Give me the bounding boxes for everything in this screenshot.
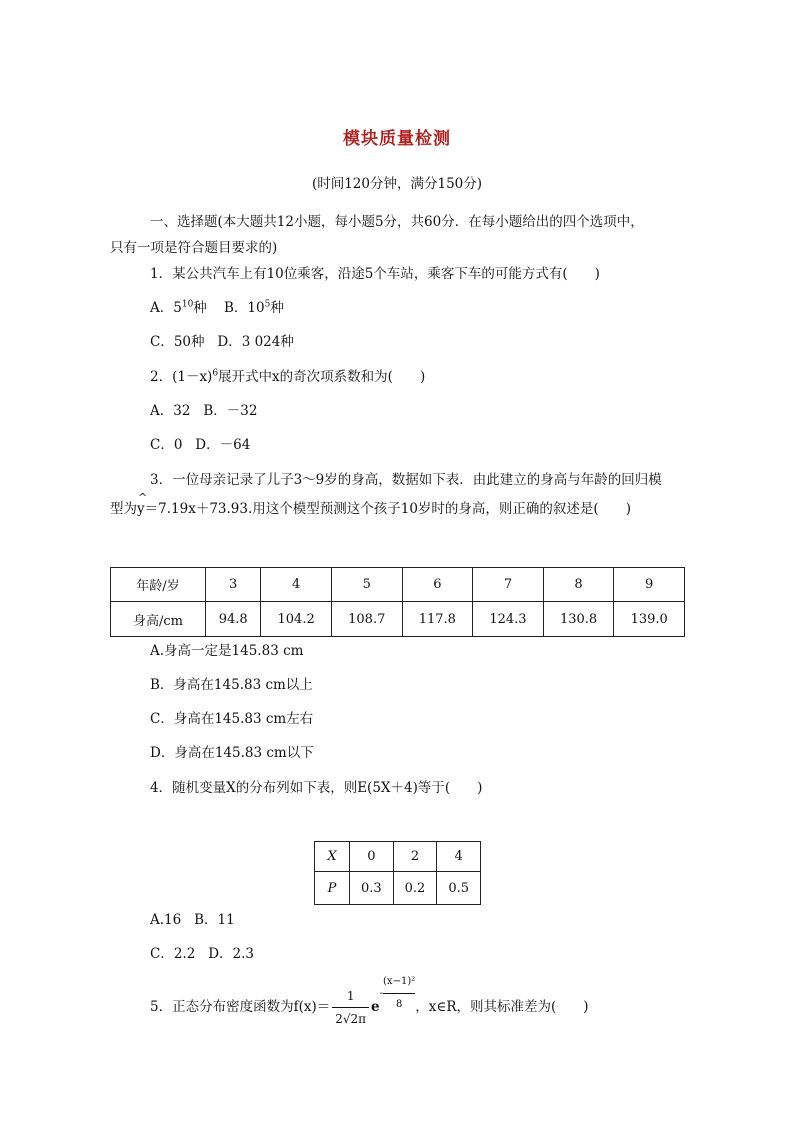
q4-option-d: D．2.3 [208, 946, 254, 962]
question-3-line2: 型为 ^ y＝7.19x＋73.93.用这个模型预测这个孩子10岁时的身高，则正确的叙述是( ) [110, 491, 631, 517]
question-4-options-ab [150, 908, 730, 928]
table-cell: 124.3 [473, 602, 544, 637]
table-cell: 4 [437, 842, 481, 872]
table-cell: 0 [350, 842, 394, 872]
table-header-height: 身高/cm [111, 602, 206, 637]
question-4-options-cd [150, 942, 730, 962]
table-header-p: P [315, 872, 350, 905]
table-cell: 104.2 [261, 602, 332, 637]
table-cell: 3 [206, 568, 261, 602]
age-height-table [110, 567, 685, 637]
q2-option-d: D．－64 [195, 437, 251, 453]
table-cell: 94.8 [206, 602, 261, 637]
q2-option-a: A．32 [150, 403, 191, 419]
q1-option-c: C．50种 [150, 334, 205, 350]
section-heading: 一、选择题(本大题共12小题，每小题5分，共60分．在每小题给出的四个选项中， 只有一项是符合题目要求的) [110, 214, 644, 256]
table-cell: 117.8 [402, 602, 473, 637]
table-cell: 2 [393, 842, 437, 872]
table-header-age: 年龄/岁 [111, 568, 206, 602]
q3-option-b: B．身高在145.83 cm以上 [150, 677, 313, 693]
question-2-options-cd [110, 433, 730, 453]
q1-option-a: A．$5^{10}$种 [150, 299, 207, 316]
q4-option-b: B．11 [194, 912, 235, 928]
question-1-options-cd [110, 330, 730, 350]
table-cell: 6 [402, 568, 473, 602]
table-cell: 108.7 [331, 602, 402, 637]
question-5-stem: 5．正态分布密度函数为f(x)＝ $\frac{1}{2√2\pi}$ e- $\frac{\text{(x−1)²}}{8}$ ，x∈R，则其标准差为( ) [110, 985, 730, 1030]
table-cell: 0.3 [350, 872, 394, 905]
table-cell: 5 [331, 568, 402, 602]
table-cell: 9 [614, 568, 685, 602]
q1-option-b: B．$10^5$种 [223, 299, 284, 316]
table-cell: 139.0 [614, 602, 685, 637]
q4-option-a: A.16 [150, 912, 182, 928]
table-header-x: X [315, 842, 350, 872]
distribution-table [314, 841, 481, 905]
page-title: 模块质量检测 [343, 129, 451, 149]
q3-option-a: A.身高一定是145.83 cm [150, 643, 304, 659]
question-2-options-ab [110, 399, 730, 419]
q1-option-d: D．3 024种 [217, 334, 294, 350]
q3-option-d: D．身高在145.83 cm以下 [150, 745, 314, 761]
table-cell: 4 [261, 568, 332, 602]
q2-option-b: B．－32 [203, 403, 258, 419]
table-cell: 7 [473, 568, 544, 602]
question-1-options-ab [110, 296, 730, 316]
density-exponent: - $\frac{\text{(x−1)²}}{8}$ [380, 971, 416, 1016]
question-3-line1: 3．一位母亲记录了儿子3～9岁的身高，数据如下表．由此建立的身高与年龄的回归模 [150, 472, 662, 488]
y-hat: ^ y [137, 491, 148, 517]
question-2-stem: 2．$(1-x)^6$展开式中x的奇次项系数和为( ) [150, 368, 426, 385]
table-cell: 130.8 [543, 602, 614, 637]
exam-info: (时间120分钟，满分150分) [311, 176, 483, 192]
table-cell: 0.2 [393, 872, 437, 905]
q4-option-c: C．2.2 [150, 946, 196, 962]
question-4-stem: 4．随机变量X的分布列如下表，则E(5X＋4)等于( ) [150, 780, 483, 796]
table-cell: 8 [543, 568, 614, 602]
table-cell: 0.5 [437, 872, 481, 905]
q3-option-c: C．身高在145.83 cm左右 [150, 711, 314, 727]
q2-option-c: C．0 [150, 437, 183, 453]
question-1-stem: 1．某公共汽车上有10位乘客，沿途5个车站，乘客下车的可能方式有( ) [150, 266, 600, 282]
density-fraction: $\frac{1}{2√2\pi}$ [332, 985, 369, 1030]
